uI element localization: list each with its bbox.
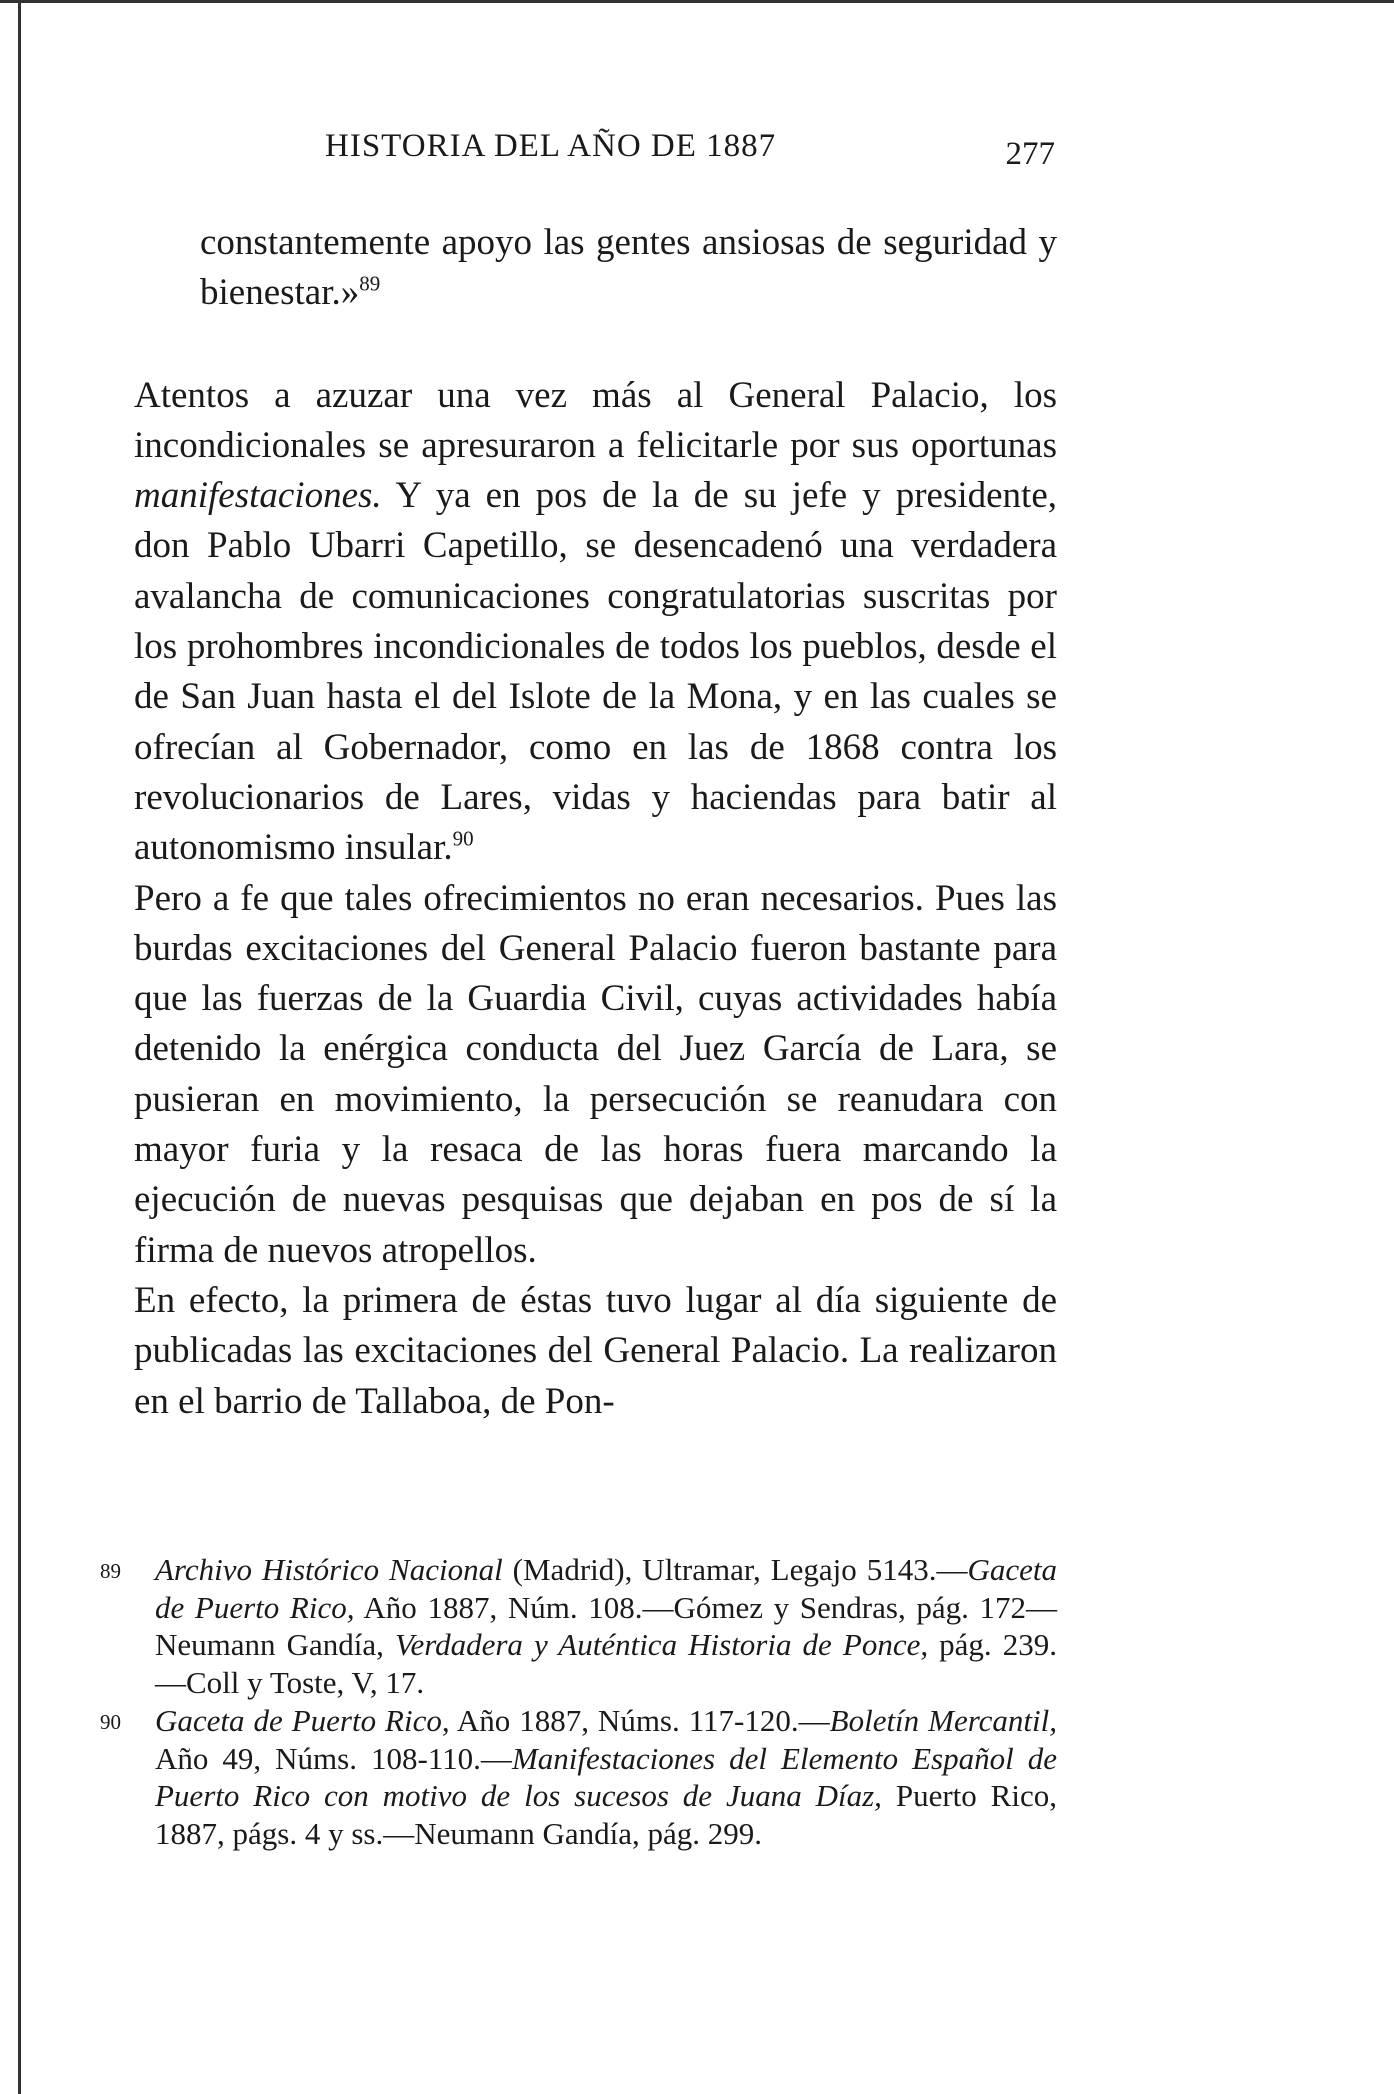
footnote-90-text-f: Puerto Rico, 1887, págs. 4 y ss.—Neumann Gandía, pág. 299. (155, 1778, 1057, 1851)
footnote-89-italic-c: Gaceta de Puerto Rico, (155, 1552, 1057, 1625)
footnote-89 (100, 1551, 1057, 1702)
footnote-89-italic-a: Archivo Histórico Nacional (155, 1552, 503, 1587)
footnote-90-text-d: Año 49, Núms. 108-110.— (155, 1740, 512, 1776)
paragraph-1-text-a: Atentos a azuzar una vez más al General Palacio, los incondicionales se apresuraron a felicitarle por sus oportunas (134, 374, 1057, 466)
footnote-89-text-d: Año 1887, Núm. 108.—Gómez y Sendras, pág. 172—Neumann Gandía, (155, 1589, 1057, 1663)
footnotes (100, 1551, 1057, 1853)
footnote-ref-90: 90 (452, 826, 474, 851)
footnote-90-text (155, 1702, 1057, 1853)
paragraph-1-text-b: Y ya en pos de la de su jefe y presidente, don Pablo Ubarri Capetillo, se desencadenó una verdadera avalancha de comunicaciones congratulatorias suscritas por los prohombres incondicionales de todos los pueblos, desde el de San Juan hasta el del Islote de la Mona, y en las cuales se ofrecían al Gobernador, como en las de 1868 contra los revolucionarios de Lares, vidas y haciendas para batir al autonomismo insular. (134, 475, 1057, 869)
left-border-rule (18, 0, 21, 2094)
footnote-ref-89: 89 (359, 271, 381, 296)
footnote-89-italic-e: Verdadera y Auténtica Historia de Ponce, (394, 1627, 929, 1663)
paragraph-1-italic: manifestaciones. (134, 475, 382, 517)
footnote-90-italic-e: Manifestaciones del Elemento Español de Puerto Rico con motivo de los sucesos de Juana Díaz, (155, 1740, 1058, 1814)
footnote-90-italic-a: Gaceta de Puerto Rico, (155, 1702, 450, 1738)
footnote-90-text-b: Año 1887, Núms. 117-120.— (449, 1702, 830, 1738)
top-border-rule (0, 0, 1394, 3)
body-text (134, 218, 1057, 1427)
footnote-90-italic-c: Boletín Mercantil, (829, 1702, 1057, 1738)
footnote-90 (100, 1702, 1057, 1853)
quote-ending-text: constantemente apoyo las gentes ansiosas de seguridad y bienestar.» (200, 222, 1057, 314)
footnote-89-number: 89 (100, 1559, 121, 1583)
footnote-89-text (155, 1551, 1057, 1702)
footnote-89-text-f: pág. 239.—Coll y Toste, V, 17. (155, 1627, 1057, 1701)
page-number: 277 (1005, 136, 1055, 172)
paragraph-2: Pero a fe que tales ofrecimientos no eran necesarios. Pues las burdas excitaciones del General Palacio fueron bastante para que las fuerzas de la Guardia Civil, cuyas actividades había detenido la enérgica conducta del Juez García de Lara, se pusieran en movimiento, la persecución se reanudara con mayor furia y la resaca de las horas fuera marcando la ejecución de nuevas pesquisas que dejaban en pos de sí la firma de nuevos atropellos. (134, 877, 1057, 1271)
paragraph-3: En efecto, la primera de éstas tuvo lugar al día siguiente de publicadas las excitaciones del General Palacio. La realizaron en el barrio de Tallaboa, de Pon- (134, 1279, 1057, 1422)
footnote-89-text-b: (Madrid), Ultramar, Legajo 5143.— (502, 1552, 968, 1587)
page-header (325, 128, 1055, 178)
paragraph-1 (134, 371, 1057, 874)
running-title: HISTORIA DEL AÑO DE 1887 (325, 128, 777, 164)
quote-ending (134, 218, 1057, 319)
footnote-90-number: 90 (100, 1709, 121, 1734)
